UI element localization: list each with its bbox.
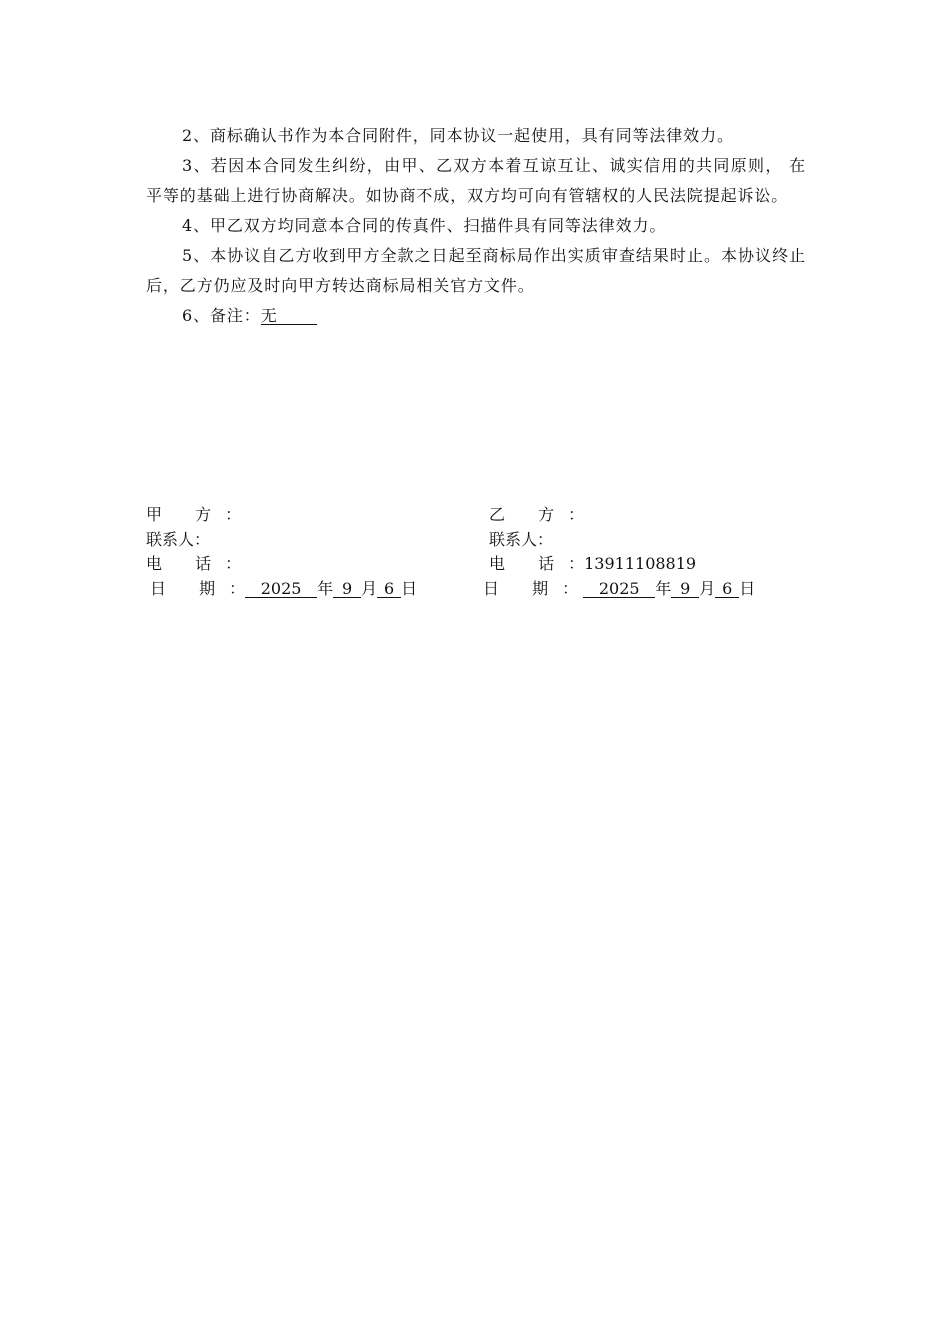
party-b-phone-value: 13911108819 [584, 554, 697, 573]
party-a-phone-label: 电 话 [146, 554, 226, 573]
party-b-phone-label: 电 话 [489, 554, 569, 573]
contract-clauses [146, 121, 806, 331]
party-b-day-unit: 日 [739, 578, 756, 598]
party-b-year: 2025 [583, 580, 655, 598]
party-a-day: 6 [377, 580, 401, 598]
party-a-row: 甲 方： [146, 503, 476, 528]
party-b-phone-row: 电 话：13911108819 [489, 552, 819, 577]
party-b-contact-row [489, 528, 819, 553]
party-b-signature-block [483, 503, 819, 601]
party-b-label: 乙 方 [489, 505, 569, 524]
remark-value: 无 [261, 307, 317, 325]
party-a-contact-label: 联系人： [146, 529, 211, 549]
party-b-year-unit: 年 [655, 578, 672, 598]
party-a-year: 2025 [245, 580, 317, 598]
clause-4: 4、甲乙双方均同意本合同的传真件、扫描件具有同等法律效力。 [182, 216, 667, 235]
party-a-month: 9 [333, 580, 361, 598]
clause-5: 5、本协议自乙方收到甲方全款之日起至商标局作出实质审查结果时止。本协议终止后，乙方仍应及时向甲方转达商标局相关官方文件。 [146, 246, 806, 295]
clause-6-remark [146, 301, 806, 331]
party-a-signature-block [146, 503, 476, 601]
party-b-month-unit: 月 [699, 578, 716, 598]
party-a-phone-row: 电 话： [146, 552, 476, 577]
clause-2: 2、商标确认书作为本合同附件，同本协议一起使用，具有同等法律效力。 [182, 126, 734, 145]
party-b-day: 6 [715, 580, 739, 598]
remark-label: 6、备注： [182, 306, 261, 325]
party-b-date-row: 日 期： 2025 年 9 月 6 日 [483, 577, 819, 602]
party-b-row: 乙 方： [489, 503, 819, 528]
party-a-month-unit: 月 [361, 578, 378, 598]
party-a-year-unit: 年 [317, 578, 334, 598]
party-a-contact-row [146, 528, 476, 553]
party-a-date-label: 日 期 [150, 578, 230, 598]
party-b-date-label: 日 期 [483, 578, 563, 598]
clause-3: 3、若因本合同发生纠纷，由甲、乙双方本着互谅互让、诚实信用的共同原则， 在平等的基础上进行协商解决。如协商不成，双方均可向有管辖权的人民法院提起诉讼。 [146, 156, 806, 205]
party-a-date-row: 日 期： 2025 年 9 月 6 日 [150, 577, 476, 602]
party-a-day-unit: 日 [401, 578, 418, 598]
party-a-label: 甲 方 [146, 505, 226, 524]
party-b-month: 9 [671, 580, 699, 598]
party-b-contact-label: 联系人： [489, 529, 554, 549]
